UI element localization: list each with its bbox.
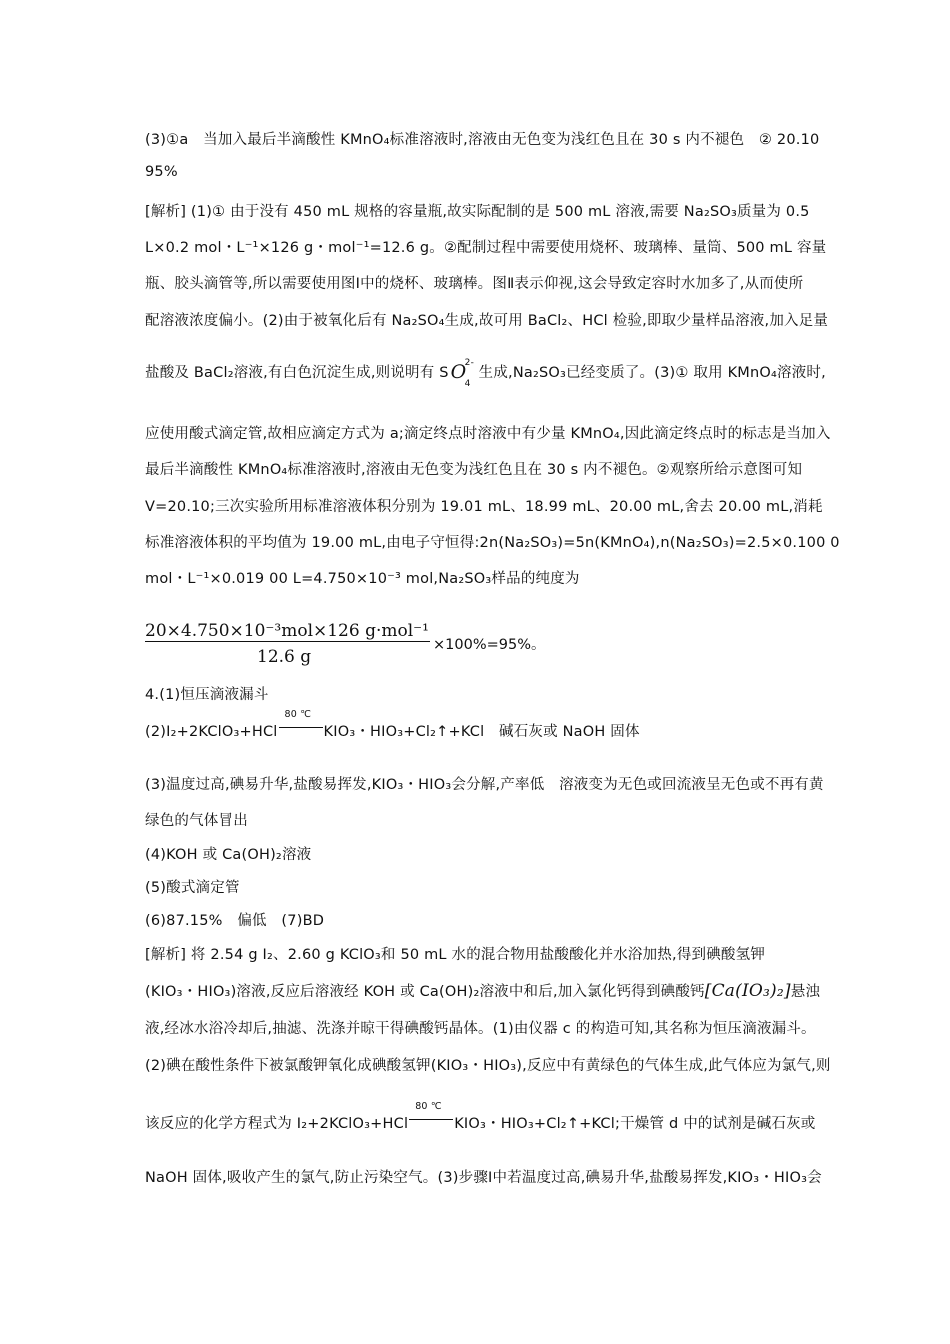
- text-segment: (2)I₂+2KClO₃+HCl: [145, 724, 278, 740]
- equation-line: [145, 1101, 816, 1133]
- reaction-condition: 80 ℃: [415, 1101, 442, 1112]
- answer-purity: 95%: [145, 164, 178, 180]
- ion-charge: 2-: [464, 358, 475, 368]
- analysis-line: [145, 358, 826, 389]
- analysis-line: 标准溶液体积的平均值为 19.00 mL,由电子守恒得:2n(Na₂SO₃)=5n(KMnO₄),n(Na₂SO₃)=2.5×0.100 0: [145, 535, 840, 551]
- calcium-iodate-formula: [Ca(IO₃)₂]: [704, 981, 791, 1001]
- text-segment: 盐酸及 BaCl₂溶液,有白色沉淀生成,则说明有 S: [145, 365, 449, 381]
- analysis-line: 最后半滴酸性 KMnO₄标准溶液时,溶液由无色变为浅红色且在 30 s 内不褪色。②观察所给示意图可知: [145, 462, 803, 478]
- analysis-line: [解析] (1)① 由于没有 450 mL 规格的容量瓶,故实际配制的是 500 mL 溶液,需要 Na₂SO₃质量为 0.5: [145, 204, 810, 220]
- answer-line: (5)酸式滴定管: [145, 880, 240, 896]
- analysis-line: 配溶液浓度偏小。(2)由于被氧化后有 Na₂SO₄生成,故可用 BaCl₂、HCl 检验,即取少量样品溶液,加入足量: [145, 313, 829, 329]
- formula-numerator: 20×4.750×10⁻³mol×126 g·mol⁻¹: [145, 621, 429, 641]
- analysis-line: L×0.2 mol・L⁻¹×126 g・mol⁻¹=12.6 g。②配制过程中需要使用烧杯、玻璃棒、量筒、500 mL 容量: [145, 240, 827, 256]
- arrow-line: [409, 1119, 453, 1120]
- analysis-line: NaOH 固体,吸收产生的氯气,防止污染空气。(3)步骤Ⅰ中若温度过高,碘易升华,盐酸易挥发,KIO₃・HIO₃会: [145, 1170, 822, 1186]
- purity-formula: [145, 617, 575, 669]
- text-segment: 该反应的化学方程式为 I₂+2KClO₃+HCl: [145, 1116, 409, 1132]
- analysis-line: 瓶、胶头滴管等,所以需要使用图Ⅰ中的烧杯、玻璃棒。图Ⅱ表示仰视,这会导致定容时水加多了,从而使所: [145, 276, 804, 292]
- analysis-line: 应使用酸式滴定管,故相应滴定方式为 a;滴定终点时溶液中有少量 KMnO₄,因此滴定终点时的标志是当加入: [145, 426, 831, 442]
- formula-denominator: 12.6 g: [257, 647, 312, 667]
- answer-line: (3)温度过高,碘易升华,盐酸易挥发,KIO₃・HIO₃会分解,产率低 溶液变为无色或回流液呈无色或不再有黄: [145, 777, 824, 793]
- reaction-condition: 80 ℃: [284, 709, 312, 720]
- text-segment: KIO₃・HIO₃+Cl₂↑+KCl 碱石灰或 NaOH 固体: [323, 724, 640, 740]
- answer-line: (6)87.15% 偏低 (7)BD: [145, 913, 325, 929]
- formula-result: ×100%=95%。: [433, 637, 546, 653]
- answer-line: 绿色的气体冒出: [145, 813, 248, 829]
- equation-line: [145, 709, 640, 741]
- question-4-answer: 4.(1)恒压滴液漏斗: [145, 687, 269, 703]
- analysis-line: [解析] 将 2.54 g I₂、2.60 g KClO₃和 50 mL 水的混合物用盐酸酸化并水浴加热,得到碘酸氢钾: [145, 947, 766, 963]
- fraction-bar: [145, 641, 430, 642]
- analysis-line: mol・L⁻¹×0.019 00 L=4.750×10⁻³ mol,Na₂SO₃样品的纯度为: [145, 571, 580, 587]
- analysis-line: V=20.10;三次实验所用标准溶液体积分别为 19.01 mL、18.99 mL、20.00 mL,舍去 20.00 mL,消耗: [145, 499, 823, 515]
- arrow-line: [279, 727, 323, 728]
- analysis-line: (2)碘在酸性条件下被氯酸钾氧化成碘酸氢钾(KIO₃・HIO₃),反应中有黄绿色的气体生成,此气体应为氯气,则: [145, 1058, 831, 1074]
- reaction-arrow: [409, 1101, 453, 1128]
- ion-letter: O: [450, 361, 467, 383]
- sulfate-ion-symbol: [449, 358, 479, 389]
- answer-line-3: (3)①a 当加入最后半滴酸性 KMnO₄标准溶液时,溶液由无色变为浅红色且在 30 s 内不褪色 ② 20.10: [145, 132, 820, 148]
- text-segment: (KIO₃・HIO₃)溶液,反应后溶液经 KOH 或 Ca(OH)₂溶液中和后,加入氯化钙得到碘酸钙: [145, 984, 705, 1000]
- ion-subscript: 4: [464, 379, 471, 389]
- text-segment: 生成,Na₂SO₃已经变质了。(3)① 取用 KMnO₄溶液时,: [478, 365, 826, 381]
- answer-line: (4)KOH 或 Ca(OH)₂溶液: [145, 847, 312, 863]
- text-segment: 悬浊: [790, 984, 821, 1000]
- reaction-arrow: [279, 709, 323, 736]
- text-segment: KIO₃・HIO₃+Cl₂↑+KCl;干燥管 d 中的试剂是碱石灰或: [454, 1116, 816, 1132]
- analysis-line: 液,经冰水浴冷却后,抽滤、洗涤并晾干得碘酸钙晶体。(1)由仪器 c 的构造可知,其名称为恒压滴液漏斗。: [145, 1021, 816, 1037]
- analysis-line: [145, 980, 820, 1001]
